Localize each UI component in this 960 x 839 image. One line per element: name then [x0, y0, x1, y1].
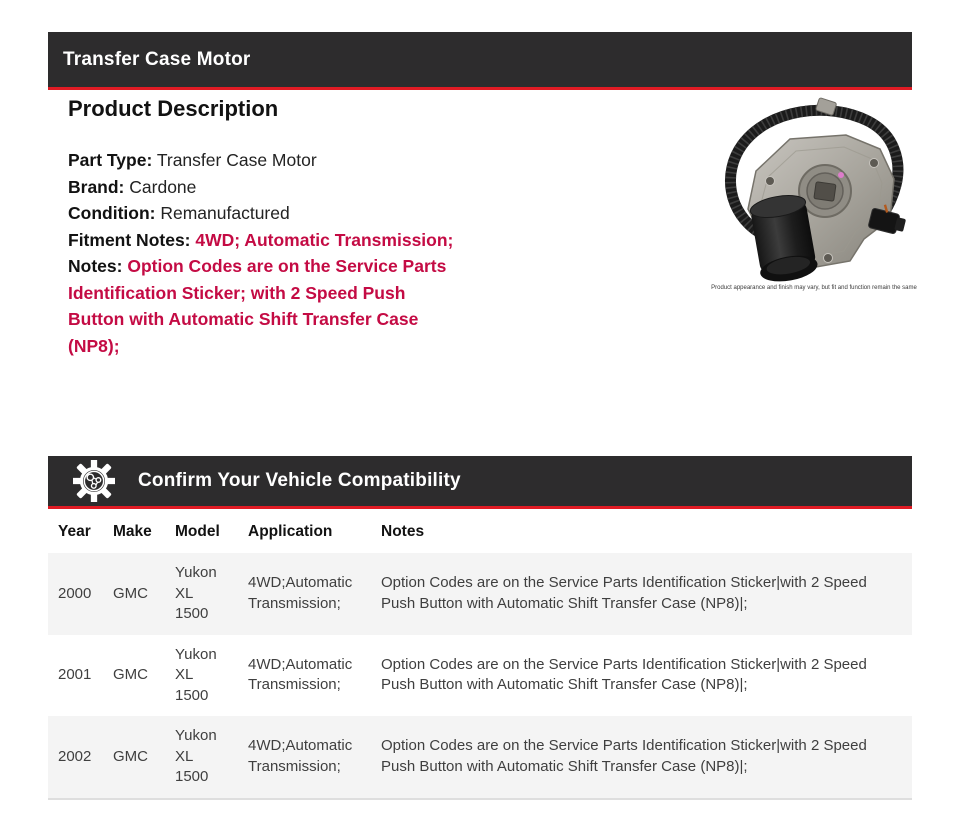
table-header-row — [48, 509, 912, 553]
cell-model: Yukon XL 1500 — [175, 564, 217, 622]
cell-notes: Option Codes are on the Service Parts Identification Sticker|with 2 Speed Push Button with Automatic Shift Transfer Case (NP8)|; — [381, 574, 867, 612]
attribute-label: Part Type: — [68, 150, 153, 170]
cell-year: 2000 — [58, 584, 92, 602]
cell-application: 4WD;Automatic Transmission; — [248, 737, 353, 775]
column-header-model: Model — [165, 509, 238, 553]
attribute-condition — [68, 200, 460, 227]
notes-label: Notes: — [68, 256, 123, 276]
page-title: Transfer Case Motor — [63, 48, 251, 70]
cell-year: 2002 — [58, 747, 92, 765]
bolt-hole — [870, 159, 879, 168]
cell-model: Yukon XL 1500 — [175, 645, 217, 704]
cell-notes: Option Codes are on the Service Parts Identification Sticker|with 2 Speed Push Button with Automatic Shift Transfer Case (NP8)|; — [381, 655, 867, 694]
fitment-notes-label: Fitment Notes: — [68, 229, 191, 250]
column-header-application: Application — [238, 509, 371, 553]
attribute-brand — [68, 174, 460, 201]
attribute-label: Condition: — [68, 203, 156, 223]
product-description-block — [68, 147, 460, 359]
notes-value: Option Codes are on the Service Parts Identification Sticker; with 2 Speed Push Button with Automatic Shift Transfer Case (NP8); — [68, 256, 447, 356]
table-row — [48, 716, 912, 799]
cell-make: GMC — [113, 584, 148, 602]
cell-application: 4WD;Automatic Transmission; — [248, 655, 353, 694]
table-row — [48, 553, 912, 635]
bolt-hole — [824, 254, 833, 263]
compatibility-title: Confirm Your Vehicle Compatibility — [138, 470, 461, 491]
cell-application: 4WD;Automatic Transmission; — [248, 574, 353, 612]
transfer-case-motor-photo — [698, 93, 930, 283]
column-header-year: Year — [48, 509, 103, 553]
fitment-and-notes — [68, 227, 460, 360]
cell-model: Yukon XL 1500 — [175, 727, 217, 785]
compatibility-header-bar — [48, 456, 912, 509]
fitment-notes-value: 4WD; Automatic Transmission; — [195, 229, 454, 250]
bolt-hole — [766, 177, 775, 186]
product-description-heading: Product Description — [68, 96, 279, 121]
attribute-part-type — [68, 147, 460, 174]
cell-notes: Option Codes are on the Service Parts Identification Sticker|with 2 Speed Push Button with Automatic Shift Transfer Case (NP8)|; — [381, 737, 867, 775]
product-title-bar — [48, 32, 912, 90]
cell-year: 2001 — [58, 666, 92, 683]
cell-make: GMC — [113, 666, 148, 683]
attribute-value: Cardone — [129, 176, 197, 197]
gear-icon — [73, 460, 115, 502]
table-row — [48, 635, 912, 717]
column-header-make: Make — [103, 509, 165, 553]
pink-marker — [838, 172, 844, 178]
attribute-value: Transfer Case Motor — [156, 150, 317, 170]
product-image — [698, 93, 930, 292]
column-header-notes: Notes — [371, 509, 912, 553]
product-image-caption: Product appearance and finish may vary, but fit and function remain the same — [711, 285, 917, 291]
compatibility-table — [48, 509, 912, 800]
shaft-socket — [814, 182, 836, 202]
cell-make: GMC — [113, 747, 148, 765]
attribute-label: Brand: — [68, 176, 125, 197]
attribute-value: Remanufactured — [160, 203, 290, 223]
